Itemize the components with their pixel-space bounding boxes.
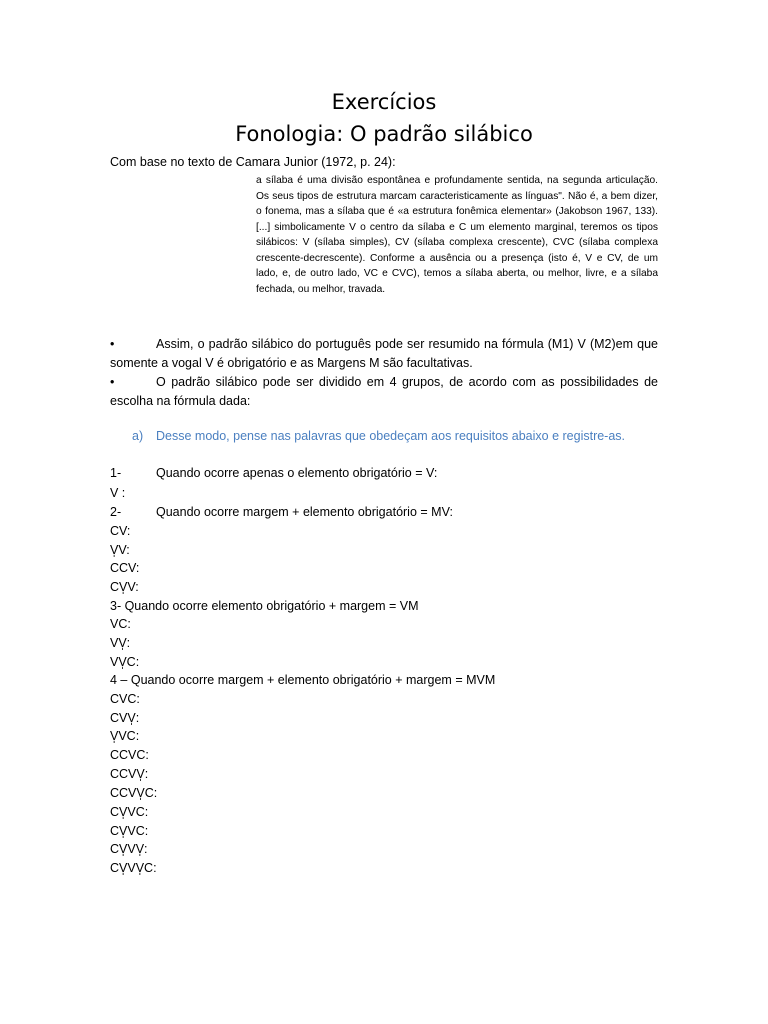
- group-number: 1-: [110, 466, 122, 480]
- bullet-text: Assim, o padrão silábico do português pode ser resumido na fórmula (M1) V (M2)em que somente a vogal V é obrigatório e as Margens M são facultativas.: [110, 337, 658, 370]
- answer-line: V̩VC:: [110, 729, 140, 743]
- group-3-heading: 3- Quando ocorre elemento obrigatório + margem = VM: [110, 599, 419, 613]
- bullet-text: O padrão silábico pode ser dividido em 4 grupos, de acordo com as possibilidades de escolha na fórmula dada:: [110, 375, 658, 408]
- task-label: a): [132, 429, 144, 443]
- page-subtitle: Fonologia: O padrão silábico: [235, 122, 533, 146]
- answer-line: CV̩VC:: [110, 805, 149, 819]
- answer-line: VV̩:: [110, 636, 131, 650]
- bullet-marker: •: [110, 337, 115, 351]
- intro-text: Com base no texto de Camara Junior (1972, p. 24):: [110, 155, 396, 169]
- answer-line: V :: [110, 486, 126, 500]
- task-instruction: [132, 429, 625, 443]
- block-quote: a sílaba é uma divisão espontânea e profundamente sentida, na segunda articulação. Os seus tipos de estrutura marcam caracteristicamente as línguas". Não é, a bem dizer, o fonema, mas a sílaba que é «a estrutura fonêmica elementar» (Jakobson 1967, 133). [...] simbolicamente V o centro da sílaba e C um elemento marginal, teremos os tipos silábicos: V (sílaba simples), CV (sílaba complexa crescente), CVC (sílaba complexa crescente-decrescente). Conforme a ausência ou a presença (isto é, V e CV, de um lado, e, de outro lado, VC e CVC), temos a sílaba aberta, ou melhor, livre, e a sílaba fechada, ou melhor, travada.: [256, 175, 658, 295]
- answer-line: CV̩VC:: [110, 824, 149, 838]
- answer-line: V̩V:: [110, 543, 130, 557]
- group-number: 2-: [110, 505, 122, 519]
- answer-line: CV:: [110, 524, 131, 538]
- answer-line: CV̩VV̩:: [110, 842, 148, 856]
- page-title: Exercícios: [331, 90, 437, 114]
- group-2-heading: [110, 505, 453, 519]
- group-4-heading: 4 – Quando ocorre margem + elemento obrigatório + margem = MVM: [110, 673, 496, 687]
- answer-line: CCV:: [110, 561, 140, 575]
- answer-line: CCVV̩:: [110, 767, 149, 781]
- group-1-heading: [110, 466, 437, 480]
- bullet-paragraph-1: [110, 335, 658, 373]
- answer-line: CV̩VV̩C:: [110, 861, 157, 875]
- group-heading-text: Quando ocorre apenas o elemento obrigatório = V:: [156, 466, 438, 480]
- answer-line: CVC:: [110, 692, 140, 706]
- answer-line: VC:: [110, 617, 131, 631]
- bullet-marker: •: [110, 375, 115, 389]
- task-text: Desse modo, pense nas palavras que obedeçam aos requisitos abaixo e registre-as.: [156, 429, 626, 443]
- answer-line: CCVV̩C:: [110, 786, 158, 800]
- answer-line: VV̩C:: [110, 655, 140, 669]
- answer-line: CV̩V:: [110, 580, 139, 594]
- group-heading-text: Quando ocorre margem + elemento obrigatório = MV:: [156, 505, 453, 519]
- bullet-paragraph-2: [110, 373, 658, 411]
- answer-line: CVV̩:: [110, 711, 140, 725]
- answer-line: CCVC:: [110, 748, 149, 762]
